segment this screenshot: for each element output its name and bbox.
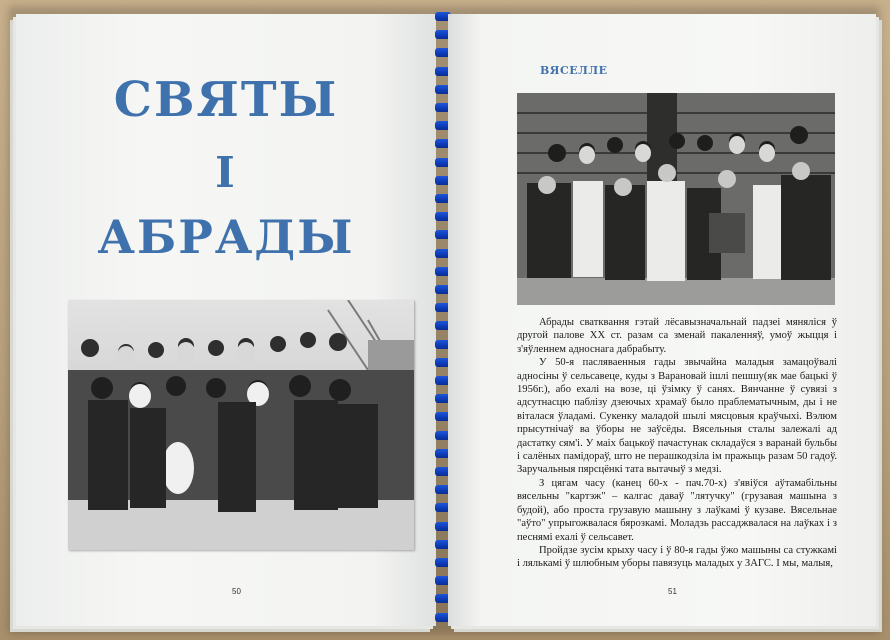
paragraph-2: У 50-я пасляваенныя гады звычайна маладыя замацоўвалі адносіны ў сельсавеце, куды з Варановай ішлі пешшу(як мае бацькі ў 1956г.), або ехалі на возе, ці ўзімку ў санях. Вянчанне ў сувязі з адсутнасцю паблізу дзеючых храмаў было праблематычным, ды і не віталася ўладамі. Сукенку маладой шылі мясцовыя краўчыхі. Вэлюм прысутнічаў ва ўборы не заўсёды. Вясельныя сталы залежалі ад дастатку сям'і. У маіх бацькоў пачастунак складаўся з варанай бульбы і салёных памідораў, што не перашкодзіла ім пражыць разам 50 гадоў. Заручальныя пярсцёнкі тата вытачыў з медзі. bbox=[517, 357, 837, 476]
group-photo-winter bbox=[68, 300, 414, 550]
section-heading: ВЯСЕЛЛЕ bbox=[540, 64, 608, 77]
title-line-2: І bbox=[215, 148, 237, 197]
title-line-3: АБРАДЫ bbox=[97, 210, 355, 264]
right-page-number: 51 bbox=[668, 587, 677, 596]
paragraph-1: Абрады сватквання гэтай лёсавызначальнай падзеі мяняліся ў другой палове XX ст. разам са зменай пакаленняў, умоў жыцця і з'яўленнем адноснага дабрабыту. bbox=[517, 317, 837, 355]
title-line-1: СВЯТЫ bbox=[113, 72, 339, 128]
left-page bbox=[16, 14, 436, 626]
right-page bbox=[448, 14, 876, 626]
group-photo-winter-image bbox=[68, 300, 414, 550]
left-page-number: 50 bbox=[232, 587, 241, 596]
wedding-group-photo bbox=[517, 93, 835, 305]
body-text bbox=[517, 316, 837, 571]
paragraph-3: З цягам часу (канец 60-х - пач.70-х) з'явіўся аўтамабільны вясельны "картэж" – калгас даваў "лятучку" (грузавая машына з будой), або проста грузавую машыну з лаўкамі ў кузаве. Вясельнае "аўто" упрыгожвалася бярозкамі. Моладзь рассаджвалася на лаўках і з песнямі ехалі ў сельсавет. bbox=[517, 477, 837, 543]
wedding-group-photo-image bbox=[517, 93, 835, 305]
paragraph-4: Пройдзе зусім крыху часу і ў 80-я гады ўжо машыны са стужкамі і лялькамі ў шлюбным уборы павязуць маладых у ЗАГС. І мы, малыя, bbox=[517, 544, 837, 570]
